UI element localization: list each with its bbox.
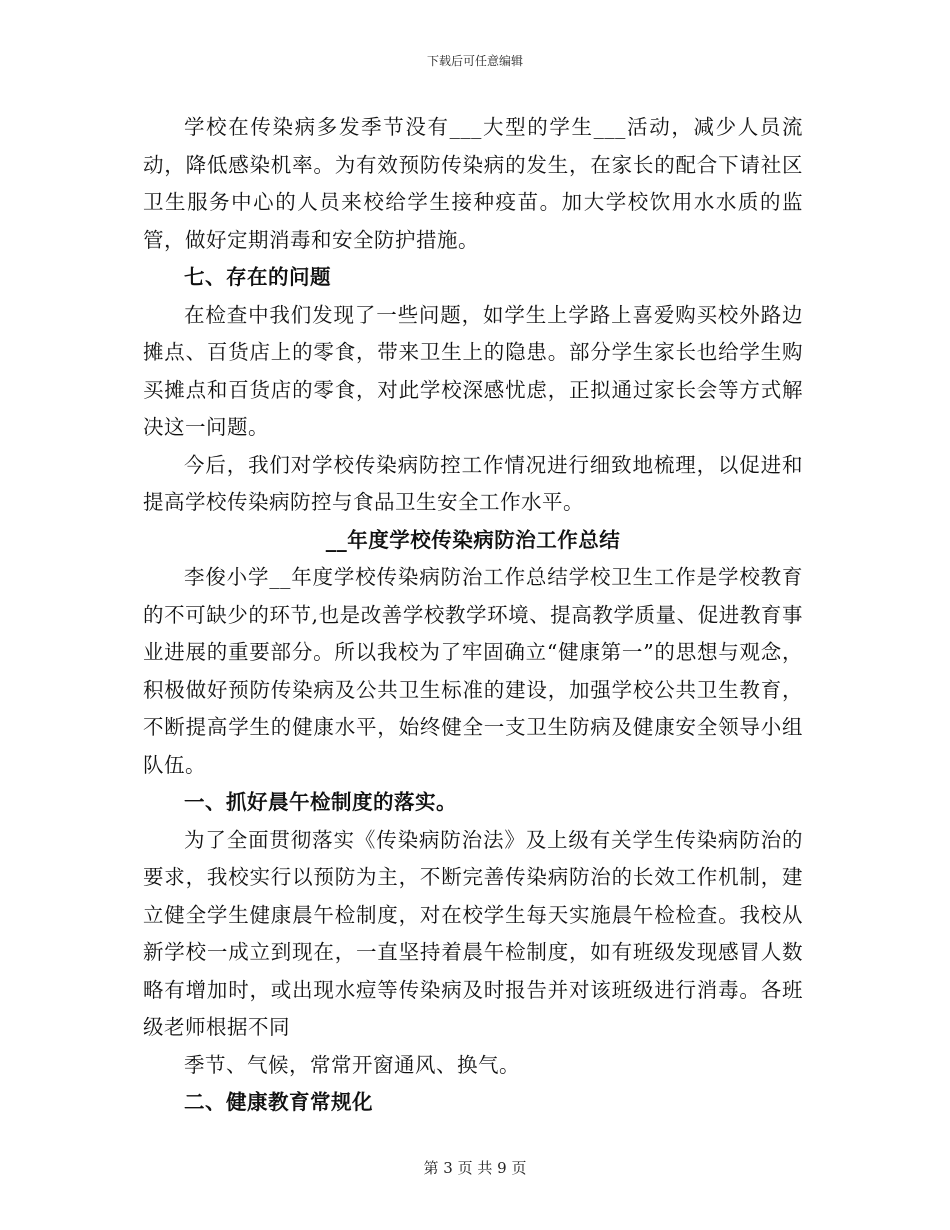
section-heading-existing-problems: 七、存在的问题	[184, 265, 331, 289]
paragraph-problems-found: 在检查中我们发现了一些问题，如学生上学路上喜爱购买校外路边摊点、百货店上的零食，带来卫生上的隐患。部分学生家长也给学生购买摊点和百货店的零食，对此学校深感忧虑，正拟通过家长会等方式解决这一问题。	[143, 302, 803, 439]
header-note: 下载后可任意编辑	[426, 54, 523, 68]
page-number-footer: 第 3 页 共 9 页	[423, 1159, 527, 1177]
paragraph-ventilation: 季节、气候，常常开窗通风、换气。	[184, 1052, 520, 1077]
section-heading-health-education: 二、健康教育常规化	[184, 1090, 373, 1114]
paragraph-introduction: 李俊小学__年度学校传染病防治工作总结学校卫生工作是学校教育的不可缺少的环节,也是改善学校教学环境、提高教学质量、促进教育事业进展的重要部分。所以我校为了牢固确立“健康第一”的思想与观念，积极做好预防传染病及公共卫生标准的建设，加强学校公共卫生教育，不断提高学生的健康水平，始终健全一支卫生防病及健康安全领导小组队伍。	[143, 565, 803, 777]
paragraph-morning-check: 为了全面贯彻落实《传染病防治法》及上级有关学生传染病防治的要求，我校实行以预防为主，不断完善传染病防治的长效工作机制，建立健全学生健康晨午检制度，对在校学生每天实施晨午检检查。我校从新学校一成立到现在，一直坚持着晨午检制度，如有班级发现感冒人数略有增加时，或出现水痘等传染病及时报告并对该班级进行消毒。各班级老师根据不同	[143, 827, 803, 1039]
section-heading-morning-check: 一、抓好晨午检制度的落实。	[184, 790, 457, 814]
paragraph-prevention-measures: 学校在传染病多发季节没有___大型的学生___活动，减少人员流动，降低感染机率。为有效预防传染病的发生，在家长的配合下请社区卫生服务中心的人员来校给学生接种疫苗。加大学校饮用水水质的监管，做好定期消毒和安全防护措施。	[143, 115, 803, 252]
paragraph-future-work: 今后，我们对学校传染病防控工作情况进行细致地梳理，以促进和提高学校传染病防控与食品卫生安全工作水平。	[143, 452, 803, 514]
document-body	[143, 109, 803, 1122]
document-title: __年度学校传染病防治工作总结	[325, 527, 621, 552]
